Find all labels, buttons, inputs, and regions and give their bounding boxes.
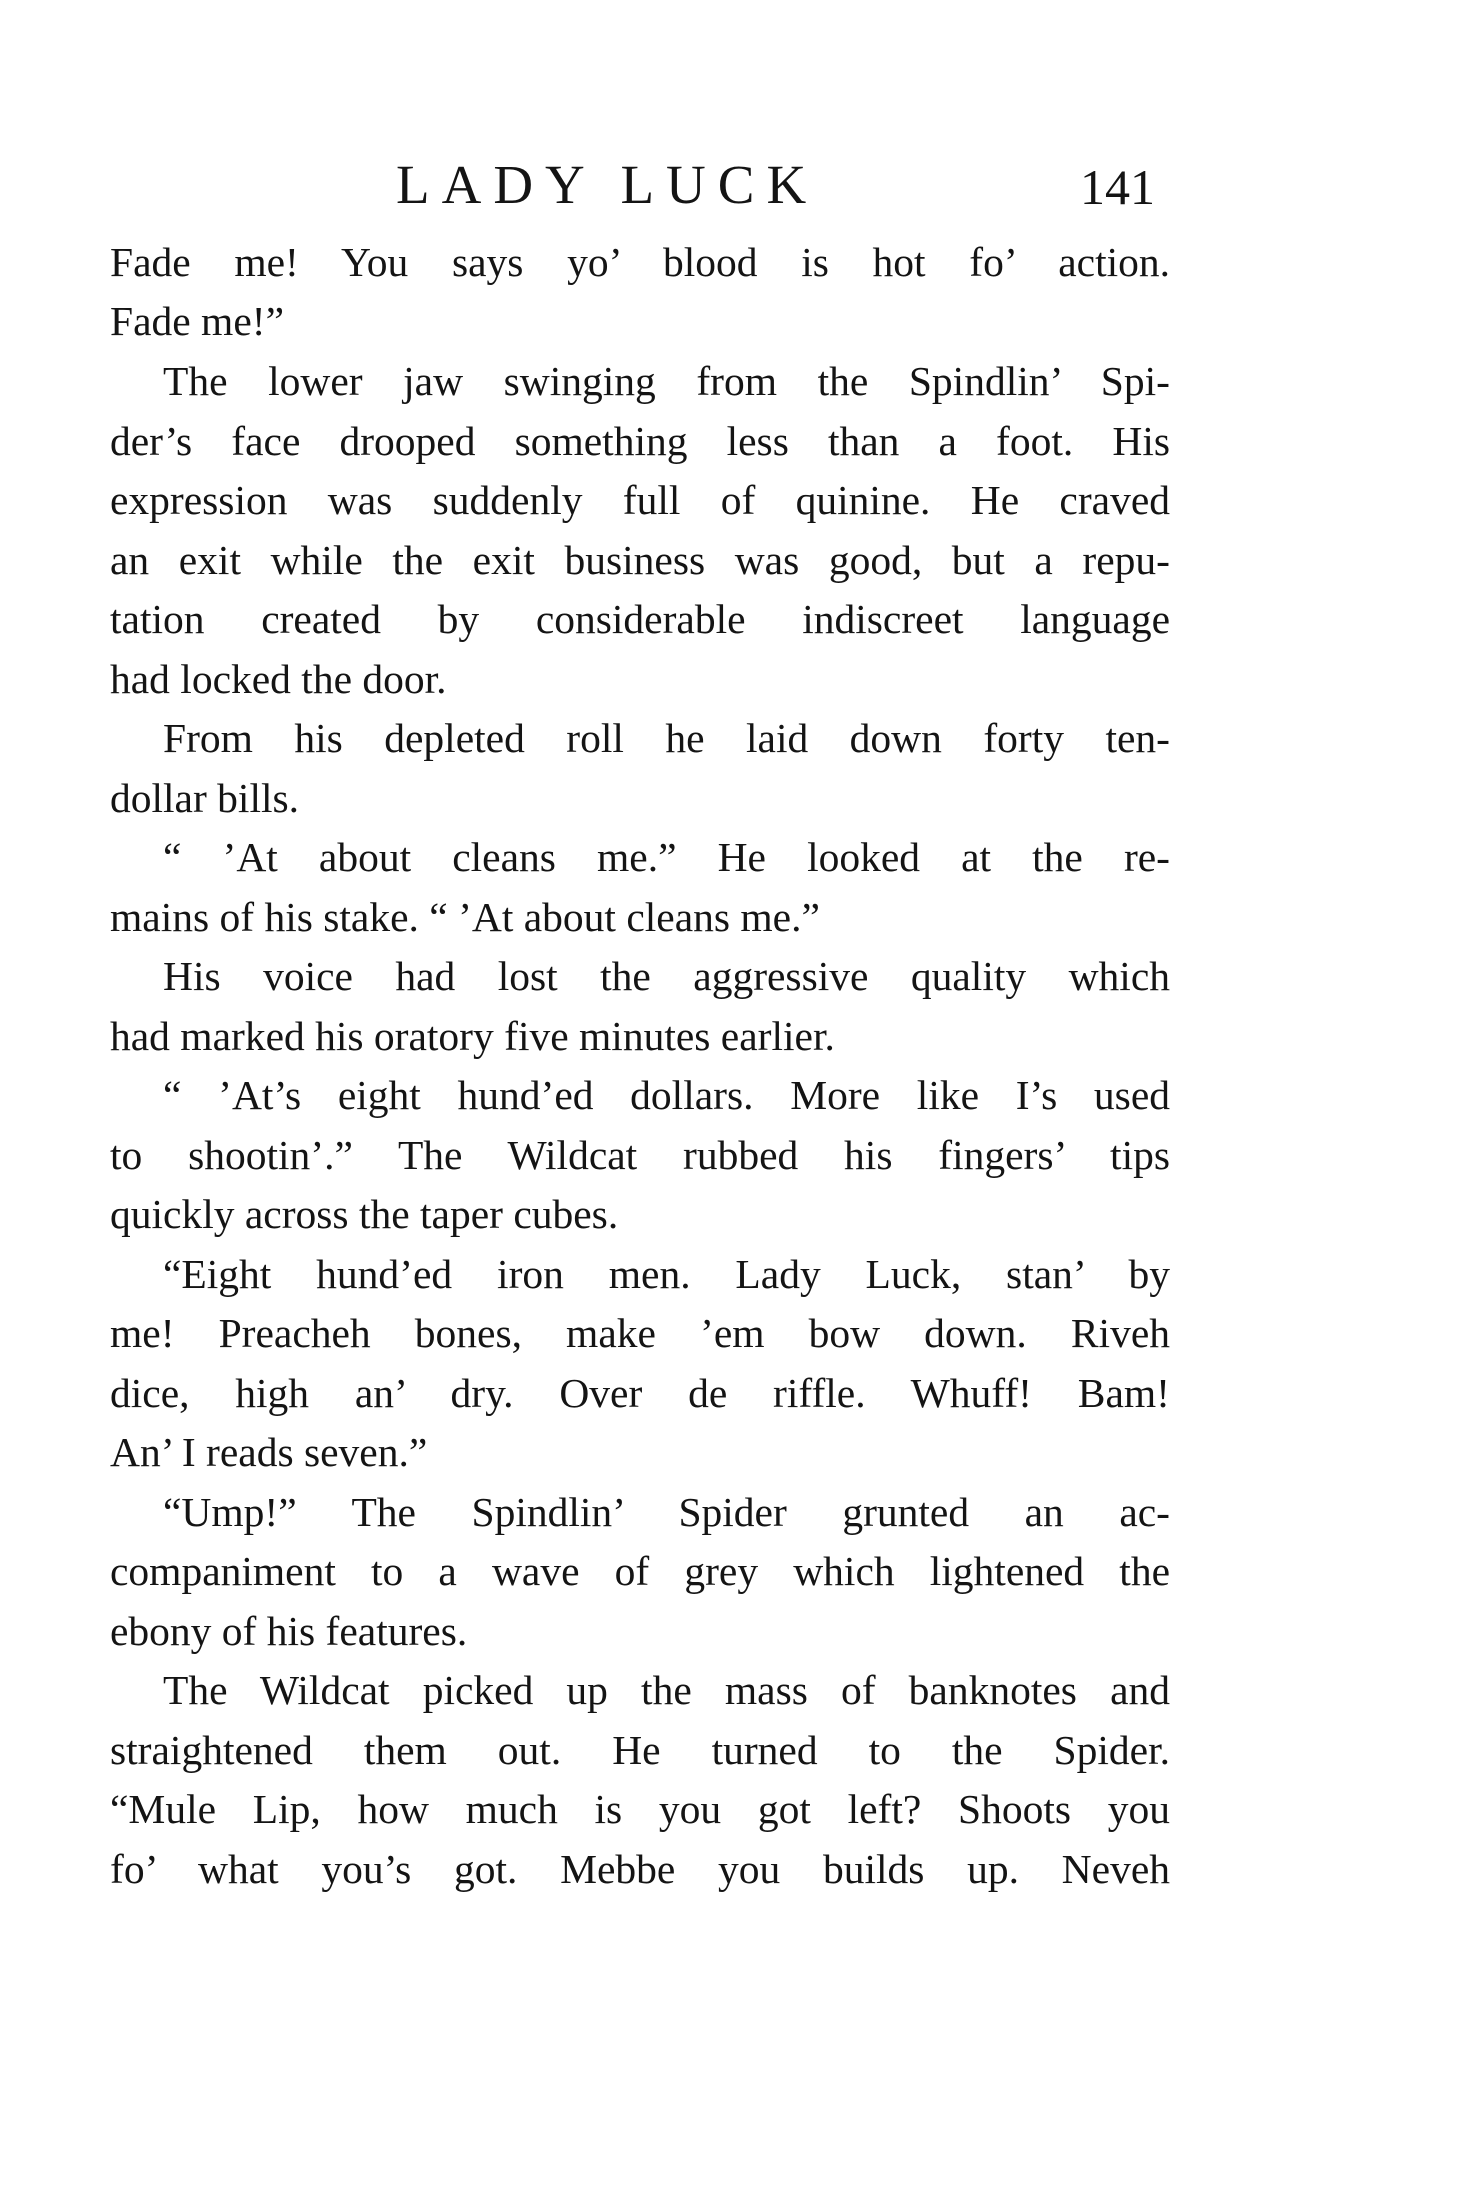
text-line: straightened them out. He turned to the Spider. [110, 1727, 1170, 1773]
text-line: dollar bills. [110, 775, 300, 821]
text-line: tation created by considerable indiscreet language [110, 596, 1170, 642]
text-line: An’ I reads seven.” [110, 1429, 428, 1475]
text-line: had marked his oratory five minutes earlier. [110, 1013, 835, 1059]
text-line: The Wildcat picked up the mass of banknotes and [163, 1667, 1170, 1713]
text-line: His voice had lost the aggressive quality which [163, 953, 1170, 999]
running-head [0, 150, 1458, 220]
text-line: Fade me! You says yo’ blood is hot fo’ action. [110, 239, 1170, 285]
page-number: 141 [1080, 159, 1155, 215]
text-line: had locked the door. [110, 656, 447, 702]
text-line: Fade me!” [110, 298, 284, 344]
text-line: der’s face drooped something less than a foot. His [110, 418, 1170, 464]
text-line: quickly across the taper cubes. [110, 1191, 619, 1237]
text-line: an exit while the exit business was good, but a repu- [110, 537, 1170, 583]
text-line: mains of his stake. “ ’At about cleans me.” [110, 894, 820, 940]
text-line: “ ’At about cleans me.” He looked at the re- [163, 834, 1170, 880]
text-line: me! Preacheh bones, make ’em bow down. Riveh [110, 1310, 1170, 1356]
running-title: LADY LUCK [396, 154, 819, 215]
text-line: “ ’At’s eight hund’ed dollars. More like I’s used [163, 1072, 1170, 1118]
text-line: From his depleted roll he laid down forty ten- [163, 715, 1170, 761]
text-line: to shootin’.” The Wildcat rubbed his fingers’ tips [110, 1132, 1170, 1178]
text-line: “Mule Lip, how much is you got left? Shoots you [110, 1786, 1170, 1832]
text-line: dice, high an’ dry. Over de riffle. Whuff! Bam! [110, 1370, 1170, 1416]
text-line: The lower jaw swinging from the Spindlin’ Spi- [163, 358, 1170, 404]
text-line: expression was suddenly full of quinine. He craved [110, 477, 1170, 523]
text-line: companiment to a wave of grey which lightened the [110, 1548, 1170, 1594]
text-line: “Ump!” The Spindlin’ Spider grunted an ac- [163, 1489, 1170, 1535]
text-line: “Eight hund’ed iron men. Lady Luck, stan’ by [163, 1251, 1170, 1297]
text-line: fo’ what you’s got. Mebbe you builds up. Neveh [110, 1846, 1170, 1892]
text-line: ebony of his features. [110, 1608, 468, 1654]
